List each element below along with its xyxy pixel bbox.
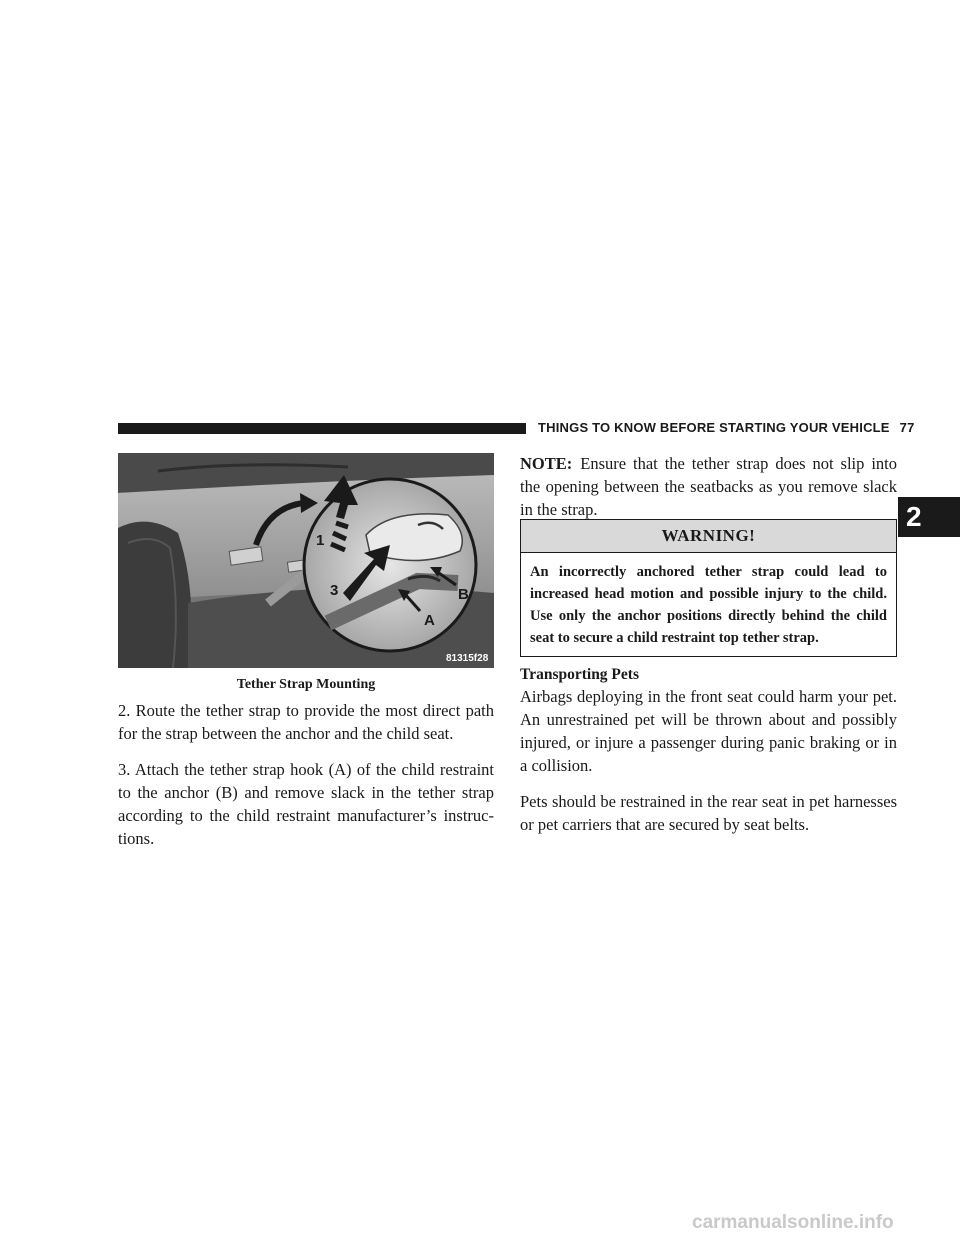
page-number: 77 xyxy=(899,420,915,435)
note-label: NOTE: xyxy=(520,454,573,473)
label-a: A xyxy=(424,612,435,629)
figure-caption: Tether Strap Mounting xyxy=(236,677,376,692)
warning-text: An incorrectly anchored tether strap could lead to increased head motion and possible injury to the child. Use only the anchor positions directly behind the child seat to secure a child restraint top tether strap. xyxy=(530,564,887,646)
header-rule xyxy=(118,423,526,434)
label-1: 1 xyxy=(316,532,325,549)
pets-paragraph-2: Pets should be restrained in the rear seat in pet harnesses or pet carriers that are secured by seat belts. xyxy=(520,792,897,834)
section-title-transporting-pets: Transporting Pets xyxy=(520,666,639,683)
note-text: Ensure that the tether strap does not slip into the opening between the seatbacks as you remove slack in the strap. xyxy=(520,454,897,519)
label-3: 3 xyxy=(330,582,339,599)
pets-paragraph-1: Airbags deploying in the front seat could harm your pet. An unrestrained pet will be thrown about and possibly injured, or injure a passenger during panic braking or in a collision. xyxy=(520,687,897,775)
warning-title: WARNING! xyxy=(521,520,896,553)
chapter-tab: 2 xyxy=(898,497,960,537)
header-section-title: THINGS TO KNOW BEFORE STARTING YOUR VEHICLE xyxy=(538,420,890,435)
watermark: carmanualsonline.info xyxy=(692,1212,894,1233)
tether-strap-illustration xyxy=(118,453,494,668)
step-2-text: 2. Route the tether strap to provide the most direct path for the strap between the anchor and the child seat. xyxy=(118,701,494,743)
left-column xyxy=(118,699,494,863)
tether-strap-figure xyxy=(118,453,494,668)
figure-code: 81315f28 xyxy=(446,653,489,664)
pets-section xyxy=(520,685,897,849)
label-b: B xyxy=(458,586,469,603)
warning-box xyxy=(520,519,897,657)
step-3-text: 3. Attach the tether strap hook (A) of the child restraint to the anchor (B) and remove slack in the tether strap according to the child restraint manufacturer’s instruc-tions. xyxy=(118,760,494,848)
running-header xyxy=(538,420,915,435)
